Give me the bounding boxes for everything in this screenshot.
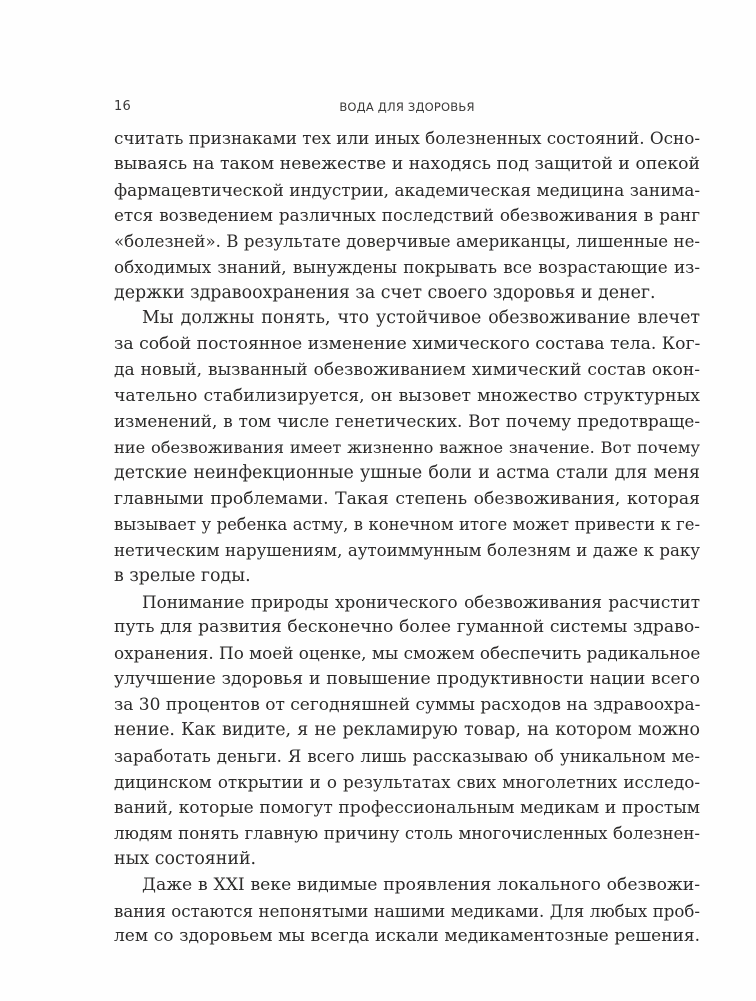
text-line: считать признаками тех или иных болезненных состояний. Осно- xyxy=(114,128,700,148)
text-line: ных состояний. xyxy=(114,849,257,869)
paragraph xyxy=(114,306,700,589)
text-line: улучшение здоровья и повышение продуктивности нации всего xyxy=(114,668,700,689)
page-number: 16 xyxy=(114,99,131,114)
running-header xyxy=(114,99,700,117)
text-line: лем со здоровьем мы всегда искали медикаментозные решения. xyxy=(114,926,700,947)
text-line: заработать деньги. Я всего лишь рассказываю об уникальном ме- xyxy=(114,747,700,766)
text-line: детские неинфекционные ушные боли и астма стали для меня xyxy=(114,462,700,483)
text-line: чательно стабилизируется, он вызовет множество структурных xyxy=(114,385,700,406)
text-line: обходимых знаний, вынуждены покрывать все возрастающие из- xyxy=(114,256,700,277)
text-line: дицинском открытии и о результатах свих многолетних исследо- xyxy=(114,771,700,792)
text-line: держки здравоохранения за счет своего здоровья и денег. xyxy=(114,282,656,303)
body-text xyxy=(114,126,700,950)
text-line: ние обезвоживания имеет жизненно важное значение. Вот почему xyxy=(114,438,700,457)
text-line: за собой постоянное изменение химического состава тела. Ког- xyxy=(114,334,700,354)
text-line: охранения. По моей оценке, мы сможем обеспечить радикальное xyxy=(114,643,700,663)
text-line: ваний, которые помогут профессиональным медикам и простым xyxy=(114,797,700,818)
paragraph xyxy=(114,590,700,873)
text-line: нение. Как видите, я не рекламирую товар, на котором можно xyxy=(114,720,700,741)
text-line: фармацевтической индустрии, академическая медицина занима- xyxy=(114,179,700,200)
text-line: Понимание природы хронического обезвоживания расчистит xyxy=(142,591,700,612)
text-line: людям понять главную причину столь многочисленных болезнен- xyxy=(114,824,700,844)
text-line: изменений, в том числе генетических. Вот почему предотвраще- xyxy=(114,411,700,432)
text-line: Даже в XXI веке видимые проявления локального обезвожи- xyxy=(142,874,700,895)
text-line: «болезней». В результате доверчивые американцы, лишенные не- xyxy=(114,232,700,251)
text-line: в зрелые годы. xyxy=(114,565,251,586)
text-line: ется возведением различных последствий обезвоживания в ранг xyxy=(114,205,700,226)
text-line: нетическим нарушениям, аутоиммунным болезням и даже к раку xyxy=(114,541,700,560)
text-line: путь для развития бесконечно более гуманной системы здраво- xyxy=(114,617,700,638)
paragraph xyxy=(114,126,700,306)
paragraph xyxy=(114,873,700,950)
book-title: ВОДА ДЛЯ ЗДОРОВЬЯ xyxy=(339,100,475,114)
text-line: вызывает у ребенка астму, в конечном итоге может привести к ге- xyxy=(114,515,700,535)
text-line: вания остаются непонятыми нашими медиками. Для любых проб- xyxy=(114,901,700,921)
text-line: за 30 процентов от сегодняшней суммы расходов на здравоохра- xyxy=(114,694,700,715)
text-line: да новый, вызванный обезвоживанием химический состав окон- xyxy=(114,359,700,380)
text-line: вываясь на таком невежестве и находясь под защитой и опекой xyxy=(114,153,700,174)
text-line: Мы должны понять, что устойчивое обезвоживание влечет xyxy=(142,308,700,329)
text-line: главными проблемами. Такая степень обезвоживания, которая xyxy=(114,488,700,509)
